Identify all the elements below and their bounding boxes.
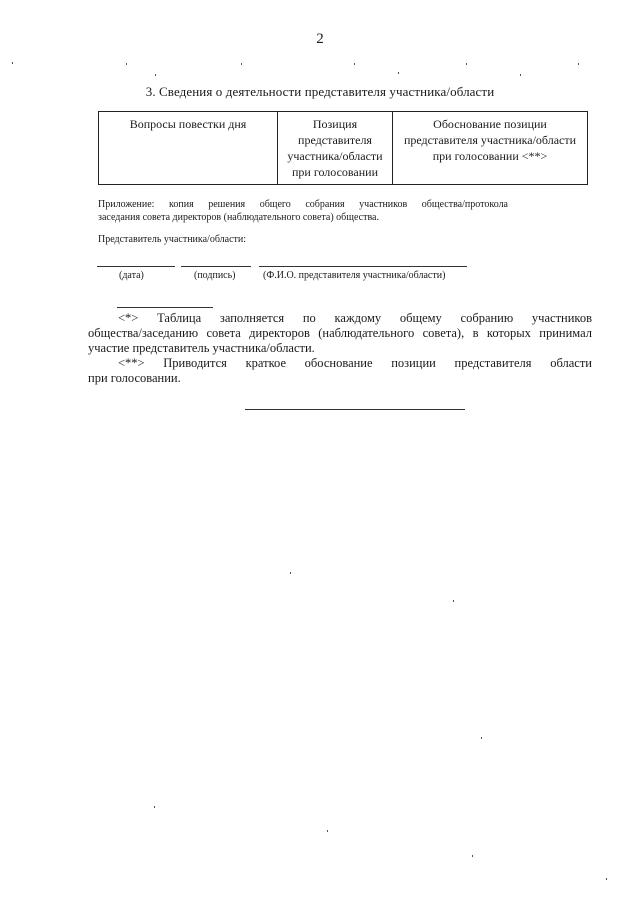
footnote-1-line-3: участие представитель участника/области. (88, 341, 315, 355)
scan-speck (154, 806, 155, 808)
signature-line (181, 266, 251, 267)
scan-speck (12, 62, 13, 64)
scan-speck (481, 737, 482, 739)
scan-speck (606, 878, 607, 880)
header-justification: Обоснование позиции представителя участника/области при голосовании <**> (393, 112, 588, 185)
date-caption: (дата) (119, 270, 144, 281)
full-name-caption: (Ф.И.О. представителя участника/области) (263, 270, 446, 281)
date-line (97, 266, 175, 267)
scan-speck (241, 63, 242, 65)
footnote-1-line-1: <*> Таблица заполняется по каждому общему собранию участников (118, 311, 592, 325)
header-position: Позиция представителя участника/области при голосовании (278, 112, 393, 185)
footnote-1 (88, 311, 592, 356)
footnote-2 (88, 356, 592, 386)
appendix-note (98, 198, 508, 224)
scan-speck (578, 63, 579, 65)
scan-speck (126, 63, 127, 65)
end-of-document-line (245, 409, 465, 410)
header-agenda-questions: Вопросы повестки дня (99, 112, 278, 185)
footnote-2-line-2: при голосовании. (88, 371, 181, 385)
agenda-table (98, 111, 588, 185)
scan-speck (327, 830, 328, 832)
scan-speck (453, 600, 454, 602)
scan-speck (290, 572, 291, 574)
page-number: 2 (316, 31, 324, 47)
representative-label: Представитель участника/области: (98, 234, 247, 245)
appendix-line-1: Приложение: копия решения общего собрания участников общества/протокола (98, 199, 508, 210)
scan-speck (472, 855, 473, 857)
footnote-2-line-1: <**> Приводится краткое обоснование позиции представителя области (118, 356, 592, 370)
table-header-row (99, 112, 588, 185)
footnote-1-line-2: общества/заседанию совета директоров (наблюдательного совета), в которых принимал (88, 326, 592, 340)
footnote-separator (117, 307, 213, 308)
section-title: 3. Сведения о деятельности представителя участника/области (145, 84, 495, 99)
signature-caption: (подпись) (194, 270, 236, 281)
appendix-line-2: заседания совета директоров (наблюдательного совета) общества. (98, 212, 379, 223)
full-name-line (259, 266, 467, 267)
scan-speck (466, 63, 467, 65)
scan-speck (398, 72, 399, 74)
scan-speck (520, 74, 521, 76)
scan-speck (155, 74, 156, 76)
scan-speck (354, 63, 355, 65)
